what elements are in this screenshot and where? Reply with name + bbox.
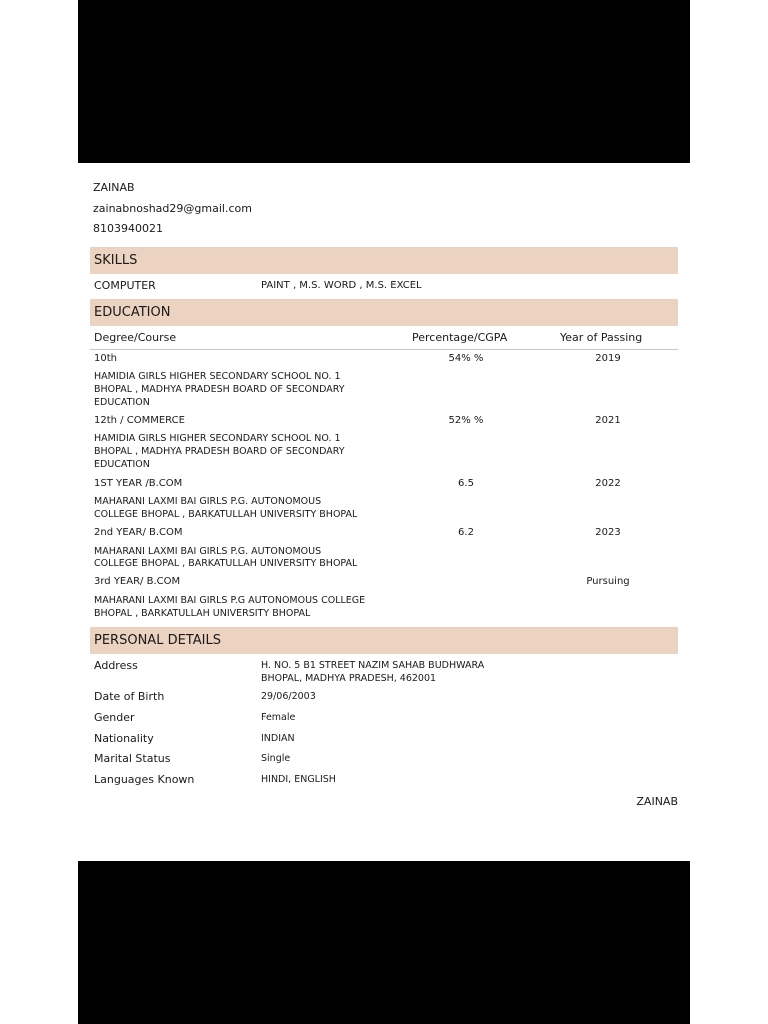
edu-year: Pursuing [586,576,630,587]
edu-institution-line: BHOPAL , MADHYA PRADESH BOARD OF SECONDARY [94,446,345,457]
edu-institution-line: BHOPAL , MADHYA PRADESH BOARD OF SECONDARY [94,384,345,395]
edu-year: 2023 [595,527,621,538]
edu-percent: 6.5 [458,478,474,489]
contact-email: zainabnoshad29@gmail.com [93,202,252,215]
signature-name: ZAINAB [636,795,678,808]
dob-value: 29/06/2003 [261,691,316,702]
nationality-value: INDIAN [261,733,295,744]
edu-course: 3rd YEAR/ B.COM [94,576,181,587]
skills-items: PAINT , M.S. WORD , M.S. EXCEL [261,280,422,291]
edu-institution-line: HAMIDIA GIRLS HIGHER SECONDARY SCHOOL NO. 1 [94,433,341,444]
col-course: Degree/Course [94,331,177,344]
edu-course: 2nd YEAR/ B.COM [94,527,183,538]
gender-label: Gender [94,711,135,724]
personal-details-header: PERSONAL DETAILS [90,627,678,654]
address-line-2: BHOPAL, MADHYA PRADESH, 462001 [261,673,437,684]
skills-category: COMPUTER [94,279,156,292]
contact-phone: 8103940021 [93,222,163,235]
edu-percent: 54% % [448,353,484,364]
col-percentage: Percentage/CGPA [412,331,508,344]
edu-year: 2019 [595,353,621,364]
resume-page [78,163,690,861]
education-table-header [90,327,678,350]
education-header: EDUCATION [90,299,678,326]
edu-course: 12th / COMMERCE [94,415,185,426]
contact-name: ZAINAB [93,181,135,194]
skills-header: SKILLS [90,247,678,274]
languages-label: Languages Known [94,773,195,786]
edu-institution-line: COLLEGE BHOPAL , BARKATULLAH UNIVERSITY BHOPAL [94,558,358,569]
col-year: Year of Passing [560,331,643,344]
edu-year: 2021 [595,415,621,426]
marital-status-label: Marital Status [94,752,171,765]
nationality-label: Nationality [94,732,154,745]
edu-institution-line: MAHARANI LAXMI BAI GIRLS P.G AUTONOMOUS COLLEGE [94,595,366,606]
edu-percent: 6.2 [458,527,474,538]
dob-label: Date of Birth [94,690,165,703]
edu-institution-line: EDUCATION [94,459,150,470]
edu-institution-line: HAMIDIA GIRLS HIGHER SECONDARY SCHOOL NO. 1 [94,371,341,382]
edu-institution-line: BHOPAL , BARKATULLAH UNIVERSITY BHOPAL [94,608,311,619]
edu-year: 2022 [595,478,621,489]
bottom-black-frame [78,861,690,1024]
edu-course: 1ST YEAR /B.COM [94,478,183,489]
edu-institution-line: EDUCATION [94,397,150,408]
edu-institution-line: MAHARANI LAXMI BAI GIRLS P.G. AUTONOMOUS [94,546,322,557]
edu-percent: 52% % [448,415,484,426]
marital-status-value: Single [261,753,291,764]
edu-institution-line: MAHARANI LAXMI BAI GIRLS P.G. AUTONOMOUS [94,496,322,507]
address-line-1: H. NO. 5 B1 STREET NAZIM SAHAB BUDHWARA [261,660,485,671]
edu-course: 10th [94,353,117,364]
top-black-frame [78,0,690,163]
gender-value: Female [261,712,296,723]
edu-institution-line: COLLEGE BHOPAL , BARKATULLAH UNIVERSITY BHOPAL [94,509,358,520]
languages-value: HINDI, ENGLISH [261,774,336,785]
address-label: Address [94,659,138,672]
